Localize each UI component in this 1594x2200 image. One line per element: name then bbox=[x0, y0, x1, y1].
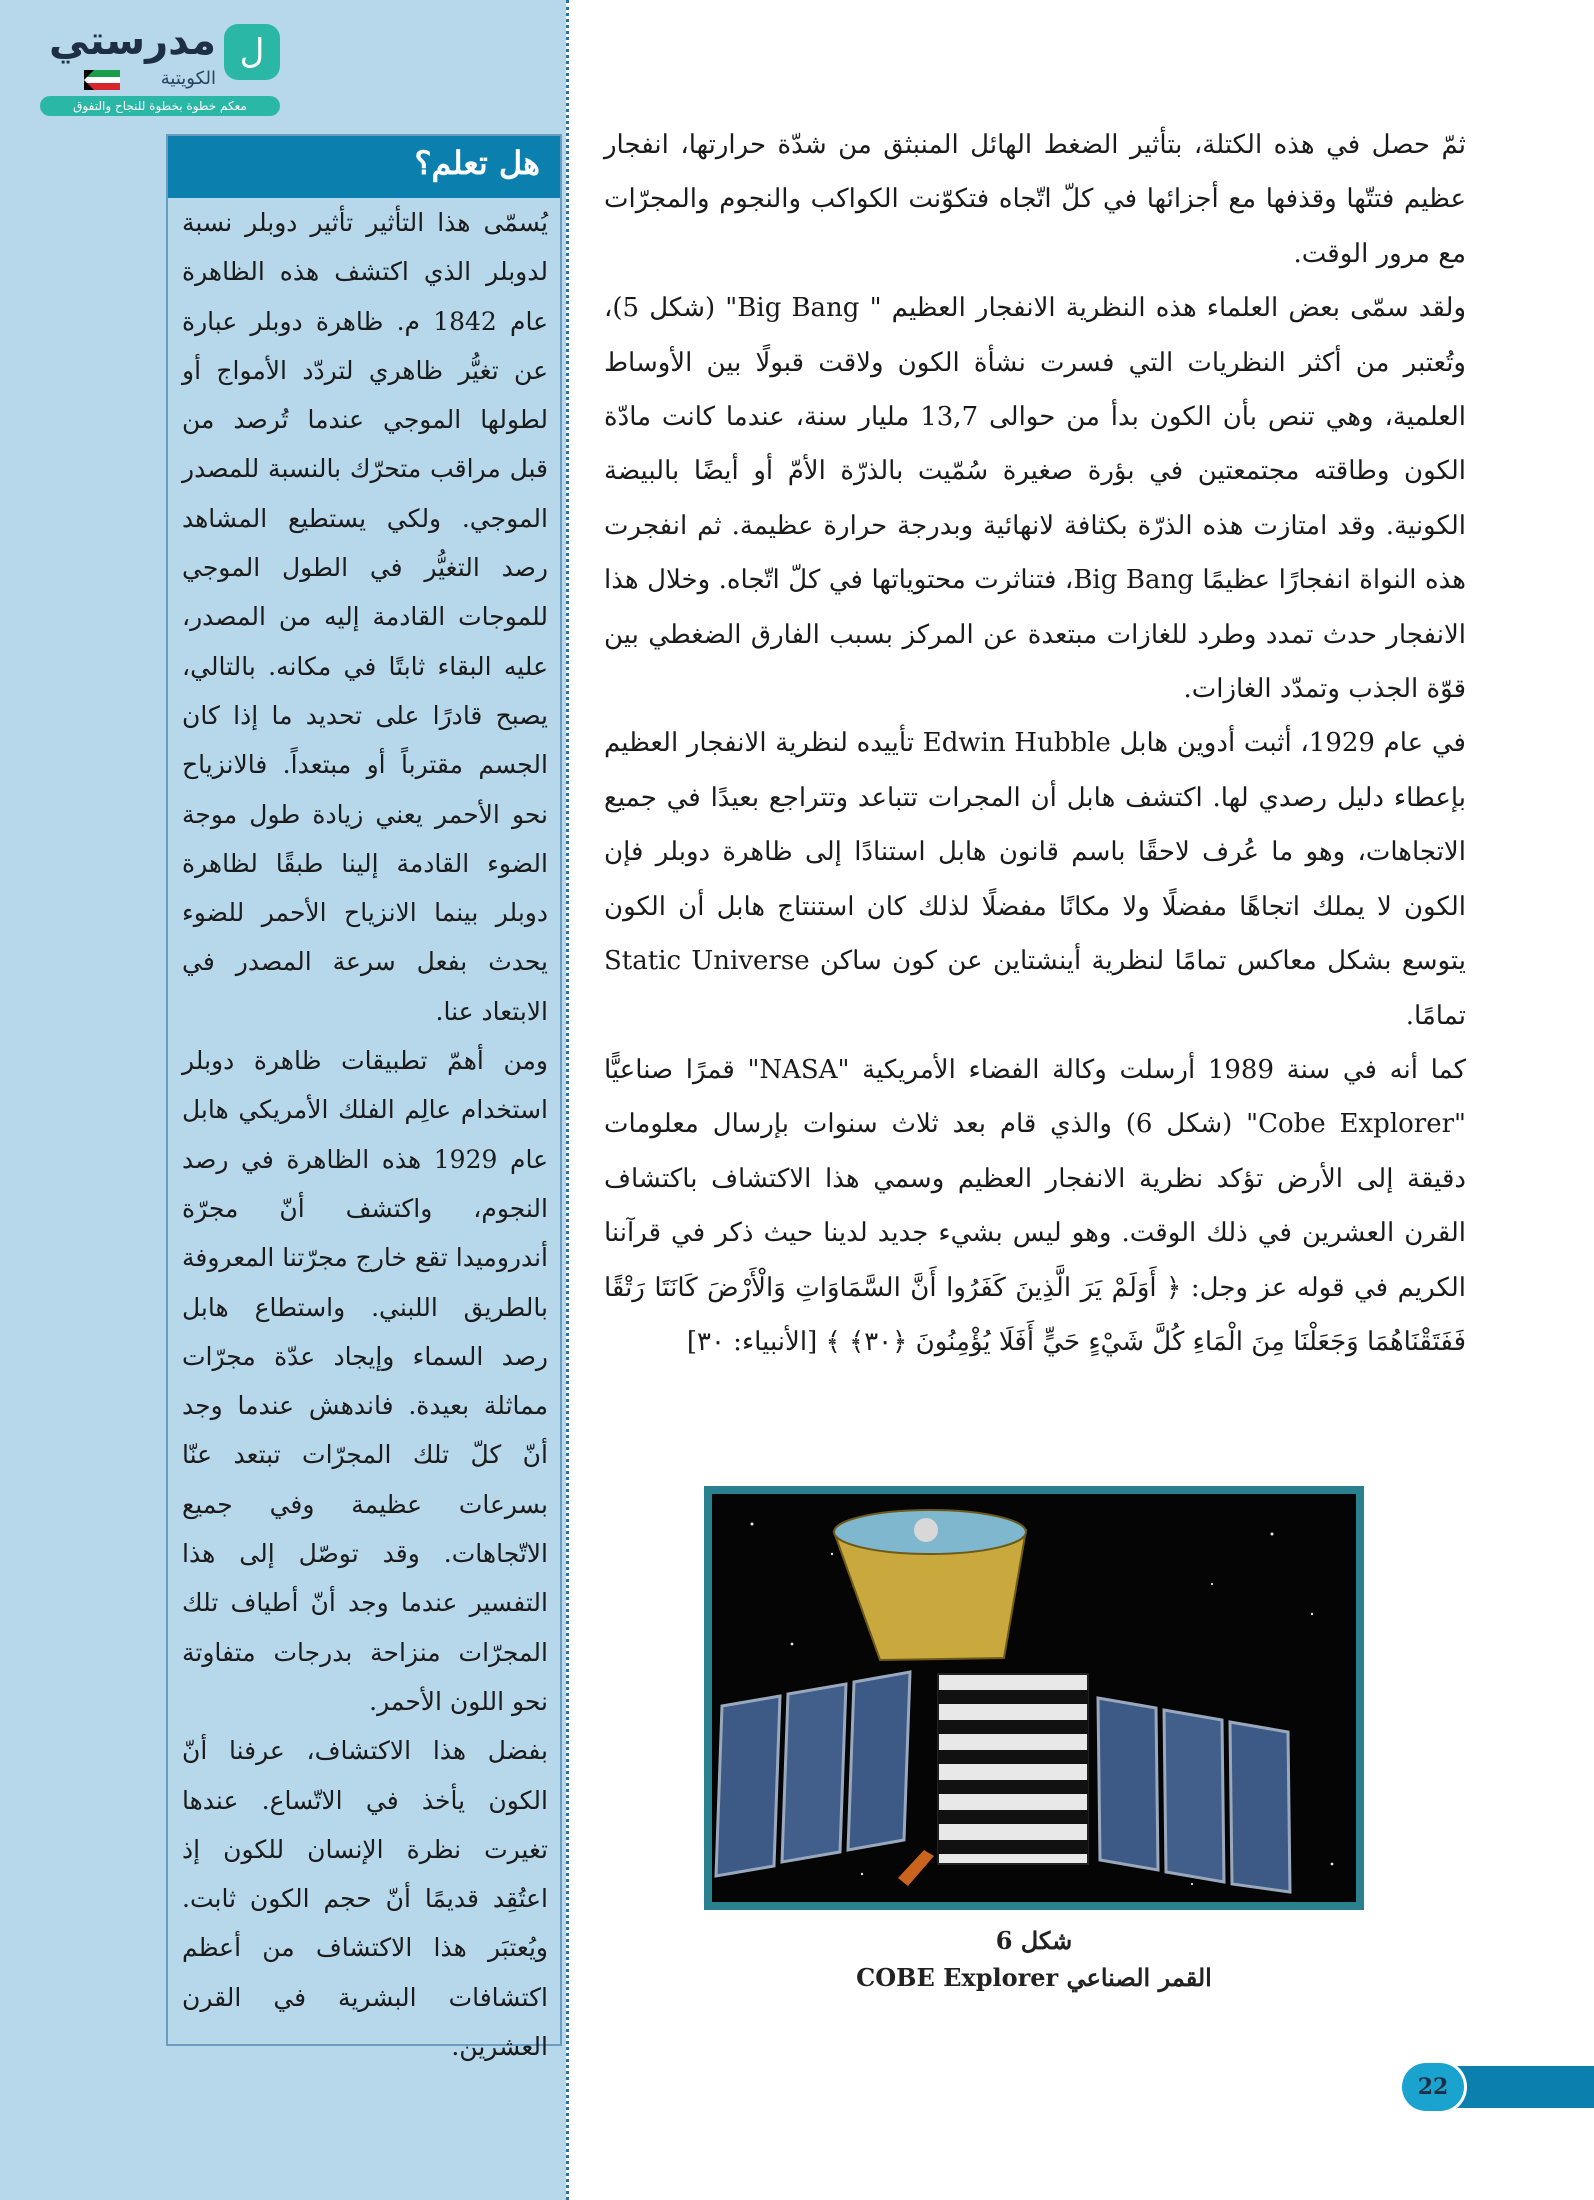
figure-caption: القمر الصناعي COBE Explorer bbox=[856, 1963, 1212, 1992]
did-you-know-box bbox=[166, 134, 562, 2061]
main-article bbox=[604, 118, 1466, 1369]
madrasati-logo[interactable] bbox=[36, 18, 280, 118]
satellite-body bbox=[938, 1674, 1088, 1864]
cobe-satellite-illustration bbox=[712, 1494, 1356, 1902]
sidebar-paragraph: يُسمّى هذا التأثير تأثير دوبلر نسبة لدوبلر الذي اكتشف هذه الظاهرة عام 1842 م. ظاهرة دوبلر عبارة عن تغيُّر ظاهري لتردّد الأمواج أو لطولها الموجي عندما تُرصد من قبل مراقب متحرّك بالنسبة للمصدر الموجي. ولكي يستطيع المشاهد رصد التغيُّر في الطول الموجي للموجات القادمة إليه من المصدر، عليه البقاء ثابتًا في مكانه. بالتالي، يصبح قادرًا على تحديد ما إذا كان الجسم مقترباً أو مبتعداً. فالانزياح نحو الأحمر يعني زيادة طول موجة الضوء القادمة إلينا طبقًا لظاهرة دوبلر بينما الانزياح الأحمر للضوء يحدث بفعل سرعة المصدر في الابتعاد عنا. bbox=[182, 208, 548, 1026]
main-paragraph: ثمّ حصل في هذه الكتلة، بتأثير الضغط الهائل المنبثق من شدّة حرارتها، انفجار عظيم فتتّها وقذفها مع أجزائها في كلّ اتّجاه فتكوّنت الكواكب والنجوم والمجرّات مع مرور الوقت. bbox=[604, 130, 1466, 269]
did-you-know-title: هل تعلم؟ bbox=[414, 144, 540, 182]
solar-panels-left bbox=[716, 1672, 910, 1876]
page-number: 22 bbox=[1402, 2063, 1464, 2111]
logo-badge-icon: ل bbox=[224, 24, 280, 80]
main-paragraph: كما أنه في سنة 1989 أرسلت وكالة الفضاء الأمريكية "NASA" قمرًا صناعيًّا "Cobe Explorer" (شكل 6) والذي قام بعد ثلاث سنوات بإرسال معلومات دقيقة إلى الأرض تؤكد نظرية الانفجار العظيم وسمي هذا الاكتشاف باكتشاف القرن العشرين في ذلك الوقت. وهو ليس بشيء جديد لدينا حيث ذكر في قرآننا الكريم في قوله عز وجل: ﴿ أَوَلَمْ يَرَ الَّذِينَ كَفَرُوا أَنَّ السَّمَاوَاتِ وَالْأَرْضَ كَانَتَا رَتْقًا فَفَتَقْنَاهُمَا وَجَعَلْنَا مِنَ الْمَاءِ كُلَّ شَيْءٍ حَيٍّ أَفَلَا يُؤْمِنُونَ ﴿٣٠﴾ ﴾ [الأنبياء: ٣٠] bbox=[604, 1054, 1466, 1357]
logo-name: مدرستي bbox=[48, 18, 216, 64]
did-you-know-header bbox=[168, 136, 560, 198]
figure-number: شكل 6 bbox=[995, 1926, 1073, 1955]
main-paragraph: ولقد سمّى بعض العلماء هذه النظرية الانفجار العظيم " Big Bang" (شكل 5)، وتُعتبر من أكثر النظريات التي فسرت نشأة الكون ولاقت قبولًا بين الأوساط العلمية، وهي تنص بأن الكون بدأ من حوالى 13,7 مليار سنة، عندما كانت مادّة الكون وطاقته مجتمعتين في بؤرة صغيرة سُمّيت بالذرّة الأمّ أو أيضًا بالبيضة الكونية. وقد امتازت هذه الذرّة بكثافة لانهائية وبدرجة حرارة عظيمة. ثم انفجرت هذه النواة انفجارًا عظيمًا Big Bang، فتناثرت محتوياتها في كلّ اتّجاه. وخلال هذا الانفجار حدث تمدد وطرد للغازات مبتعدة عن المركز بسبب الفارق الضغطي بين قوّة الجذب وتمدّد الغازات. bbox=[604, 293, 1467, 705]
sidebar-paragraph: ومن أهمّ تطبيقات ظاهرة دوبلر استخدام عالِم الفلك الأمريكي هابل عام 1929 هذه الظاهرة في رصد النجوم، واكتشف أنّ مجرّة أندروميدا تقع خارج مجرّتنا المعروفة بالطريق اللبني. واستطاع هابل رصد السماء وإيجاد عدّة مجرّات مماثلة بعيدة. فاندهش عندما وجد أنّ كلّ تلك المجرّات تبتعد عنّا بسرعات عظيمة وفي جميع الاتّجاهات. وقد توصّل إلى هذا التفسير عندما وجد أنّ أطياف تلك المجرّات منزاحة بدرجات متفاوتة نحو اللون الأحمر. bbox=[182, 1046, 548, 1716]
cobe-figure bbox=[704, 1486, 1364, 1910]
sidebar-paragraph: بفضل هذا الاكتشاف، عرفنا أنّ الكون يأخذ في الاتّساع. عندها تغيرت نظرة الإنسان للكون إذ اعتُقِد قديمًا أنّ حجم الكون ثابت. ويُعتبَر هذا الاكتشاف من أعظم اكتشافات البشرية في القرن العشرين. bbox=[182, 1736, 548, 2061]
logo-tagline: معكم خطوة بخطوة للنجاح والتفوق bbox=[40, 96, 280, 116]
solar-panels-right bbox=[1098, 1698, 1290, 1892]
logo-country: الكويتية bbox=[160, 68, 216, 89]
did-you-know-body bbox=[168, 198, 560, 2071]
sidebar-divider bbox=[566, 0, 572, 2200]
kuwait-flag-icon bbox=[84, 70, 120, 90]
main-paragraph: في عام 1929، أثبت أدوين هابل Edwin Hubble تأييده لنظرية الانفجار العظيم بإعطاء دليل رصدي لها. اكتشف هابل أن المجرات تتباعد وتتراجع بعيدًا في جميع الاتجاهات، وهو ما عُرف لاحقًا باسم قانون هابل استنادًا إلى ظاهرة دوبلر فإن الكون لا يملك اتجاهًا مفضلًا ولا مكانًا مفضلًا لذلك كان استنتاج هابل أن الكون يتوسع بشكل معاكس تمامًا لنظرية أينشتاين عن كون ساكن Static Universe تمامًا. bbox=[604, 728, 1466, 1031]
